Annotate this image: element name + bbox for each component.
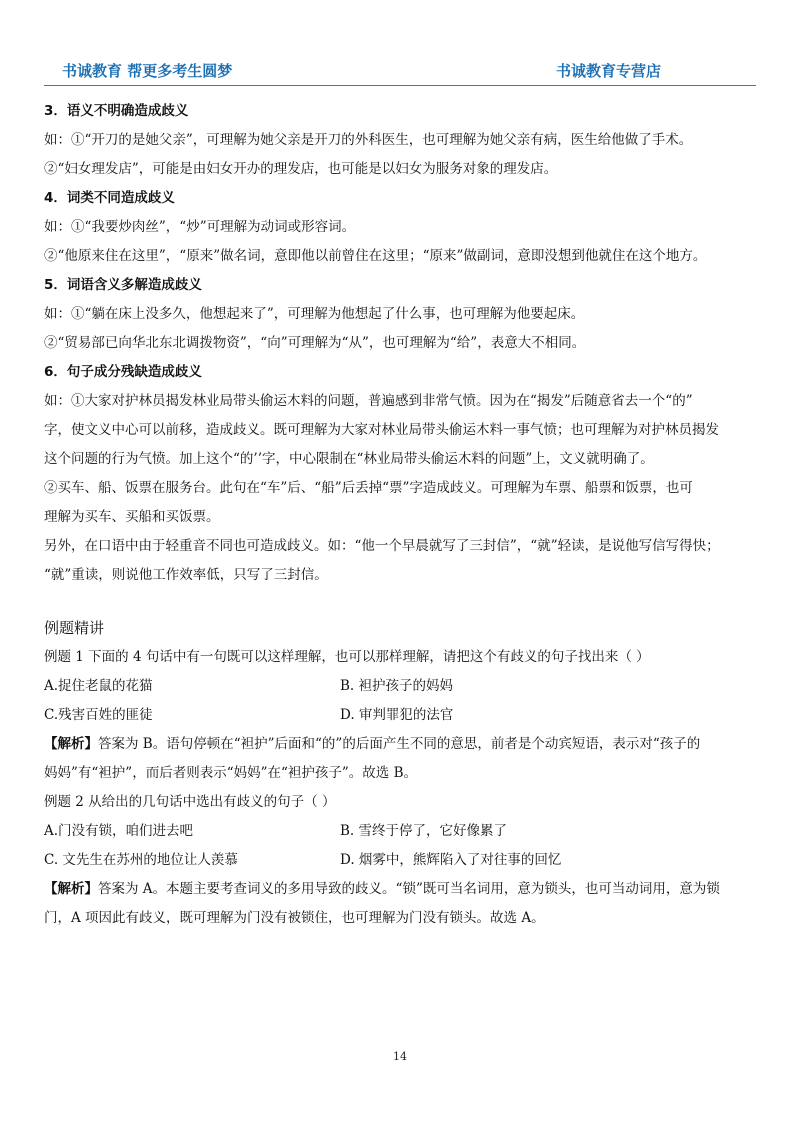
header-store-name: 书诚教育专营店 [556, 62, 662, 80]
option-a: A.门没有锁，咱们进去吧 [44, 823, 194, 839]
paragraph-line: 如：①“我要炒肉丝”，“炒”可理解为动词或形容词。 [44, 219, 356, 235]
section-title: 3．语义不明确造成歧义 [44, 103, 189, 119]
analysis-line [44, 730, 760, 759]
paragraph-line: 如：①“开刀的是她父亲”，可理解为她父亲是开刀的外科医生，也可理解为她父亲有病，医生给他做了手术。 [44, 132, 693, 148]
paragraph-line: 字，使文义中心可以前移，造成歧义。既可理解为大家对林业局带头偷运木料一事气愤；也可理解为对护林员揭发 [44, 422, 719, 438]
section-title: 6．句子成分残缺造成歧义 [44, 364, 202, 380]
paragraph-line: ②“妇女理发店”，可能是由妇女开办的理发店，也可能是以妇女为服务对象的理发店。 [44, 161, 558, 177]
option-row [44, 846, 760, 875]
analysis-label: 【解析】 [44, 881, 98, 897]
section-title: 5．词语含义多解造成歧义 [44, 277, 202, 293]
option-b: B. 雪终于停了，它好像累了 [340, 823, 508, 839]
analysis-line: 妈妈”有“袒护”，而后者则表示“妈妈”在“袒护孩子”。故选 B。 [44, 765, 418, 781]
option-d: D. 烟雾中，熊辉陷入了对往事的回忆 [340, 852, 562, 868]
option-c: C.残害百姓的匪徒 [44, 707, 153, 723]
example-question: 例题 2 从给出的几句话中选出有歧义的句子（ ） [44, 794, 336, 810]
analysis-label: 【解析】 [44, 736, 98, 752]
header-slogan: 书诚教育 帮更多考生圆梦 [62, 62, 233, 80]
section-title: 4．词类不同造成歧义 [44, 190, 175, 206]
option-row [44, 701, 760, 730]
option-b: B. 袒护孩子的妈妈 [340, 678, 454, 694]
option-a: A.捉住老鼠的花猫 [44, 678, 153, 694]
paragraph-line: “就”重读，则说他工作效率低，只写了三封信。 [44, 567, 328, 583]
analysis-text: 答案为 B。语句停顿在“袒护”后面和“的”的后面产生不同的意思，前者是个动宾短语，表示对“孩子的 [98, 736, 701, 752]
paragraph-line: 另外，在口语中由于轻重音不同也可造成歧义。如：“他一个早晨就写了三封信”，“就”轻读，是说他写信写得快； [44, 538, 720, 554]
option-row [44, 817, 760, 846]
page-header [0, 52, 800, 88]
paragraph-line: 理解为买车、买船和买饭票。 [44, 509, 220, 525]
option-d: D. 审判罪犯的法官 [340, 707, 454, 723]
example-question: 例题 1 下面的 4 句话中有一句既可以这样理解，也可以那样理解，请把这个有歧义的句子找出来（ ） [44, 649, 650, 665]
paragraph-line: 如：①“躺在床上没多久，他想起来了”，可理解为他想起了什么事，也可理解为他要起床。 [44, 306, 585, 322]
paragraph-line: ②买车、船、饭票在服务台。此句在“车”后、“船”后丢掉“票”字造成歧义。可理解为车票、船票和饭票，也可 [44, 480, 693, 496]
analysis-line: 门，A 项因此有歧义，既可理解为门没有被锁住，也可理解为门没有锁头。故选 A。 [44, 910, 545, 926]
paragraph-line: ②“他原来住在这里”，“原来”做名词，意即他以前曾住在这里；“原来”做副词，意即没想到他就住在这个地方。 [44, 248, 707, 264]
paragraph-line: ②“贸易部已向华北东北调拨物资”，“向”可理解为“从”，也可理解为“给”，表意大不相同。 [44, 335, 586, 351]
paragraph-line: 如：①大家对护林员揭发林业局带头偷运木料的问题，普遍感到非常气愤。因为在“揭发”后随意省去一个“的” [44, 393, 693, 409]
analysis-line [44, 875, 760, 904]
option-c: C. 文先生在苏州的地位让人羡慕 [44, 852, 238, 868]
page-number: 14 [393, 1050, 407, 1063]
paragraph-line: 这个问题的行为气愤。加上这个“的’’字，中心限制在“林业局带头偷运木料的问题”上，文义就明确了。 [44, 451, 654, 467]
option-row [44, 672, 760, 701]
examples-heading: 例题精讲 [44, 619, 105, 637]
spacer [44, 590, 760, 614]
header-divider [44, 85, 756, 86]
document-body [44, 97, 760, 933]
analysis-text: 答案为 A。本题主要考查词义的多用导致的歧义。“锁”既可当名词用，意为锁头，也可当动词用，意为锁 [98, 881, 720, 897]
